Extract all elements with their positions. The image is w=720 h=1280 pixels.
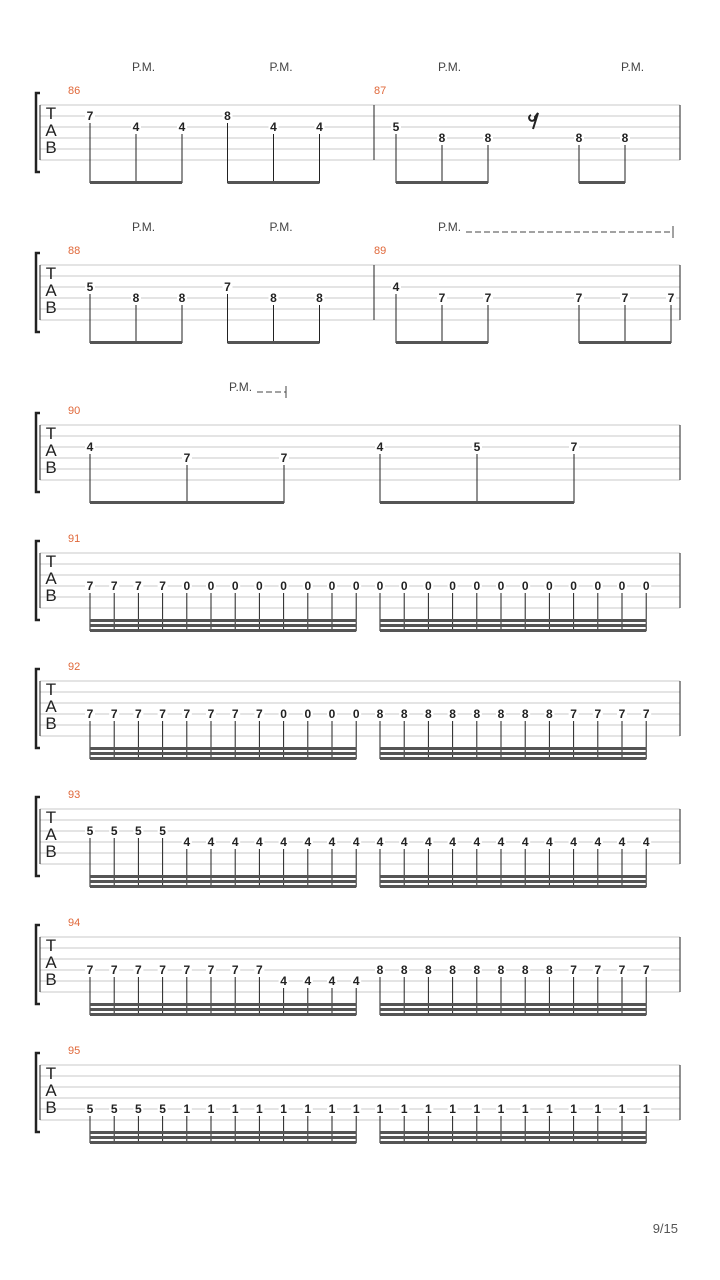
- fret-number: 4: [178, 120, 186, 134]
- fret-number: 8: [132, 291, 140, 305]
- fret-number: 1: [618, 1102, 626, 1116]
- beam: [90, 875, 356, 878]
- fret-number: 5: [110, 824, 118, 838]
- fret-number: 4: [497, 835, 505, 849]
- fret-number: 4: [376, 440, 384, 454]
- fret-number: 0: [183, 579, 191, 593]
- fret-number: 4: [521, 835, 529, 849]
- fret-number: 7: [183, 451, 191, 465]
- fret-number: 0: [521, 579, 529, 593]
- fret-number: 7: [667, 291, 675, 305]
- tab-clef-letter: T: [45, 1064, 57, 1083]
- tab-clef-letter: T: [45, 808, 57, 827]
- system-bracket: [36, 797, 40, 876]
- fret-number: 7: [438, 291, 446, 305]
- tab-clef-letter: A: [45, 569, 57, 588]
- fret-number: 1: [497, 1102, 505, 1116]
- fret-number: 8: [425, 707, 432, 721]
- fret-number: 0: [328, 579, 336, 593]
- fret-number: 1: [570, 1102, 577, 1116]
- fret-number: 4: [425, 835, 432, 849]
- system-bracket: [36, 1053, 40, 1132]
- tab-clef-letter: A: [45, 953, 57, 972]
- fret-number: 5: [86, 1102, 94, 1116]
- fret-number: 1: [425, 1102, 432, 1116]
- fret-number: 7: [484, 291, 492, 305]
- fret-number: 4: [546, 835, 553, 849]
- beam: [380, 501, 574, 504]
- fret-number: 8: [376, 963, 384, 977]
- fret-number: 7: [135, 579, 142, 593]
- fret-number: 7: [621, 291, 629, 305]
- fret-number: 7: [256, 707, 263, 721]
- fret-number: 4: [207, 835, 215, 849]
- palm-mute-label: P.M.: [438, 220, 462, 234]
- fret-number: 7: [618, 707, 626, 721]
- tab-clef-letter: B: [45, 970, 57, 989]
- fret-number: 0: [304, 707, 312, 721]
- tab-clef-letter: T: [45, 264, 57, 283]
- fret-number: 7: [110, 963, 118, 977]
- fret-number: 4: [256, 835, 263, 849]
- fret-number: 7: [86, 579, 94, 593]
- fret-number: 7: [231, 963, 239, 977]
- beam: [90, 1131, 356, 1134]
- fret-number: 4: [642, 835, 650, 849]
- palm-mute-label: P.M.: [269, 220, 293, 234]
- fret-number: 4: [183, 835, 191, 849]
- fret-number: 8: [449, 707, 456, 721]
- beam: [90, 1013, 356, 1016]
- fret-number: 7: [570, 707, 577, 721]
- fret-number: 4: [352, 835, 360, 849]
- fret-number: 0: [207, 579, 215, 593]
- beam: [380, 624, 646, 627]
- tab-clef-letter: B: [45, 842, 57, 861]
- fret-number: 1: [280, 1102, 287, 1116]
- fret-number: 0: [280, 707, 287, 721]
- fret-number: 4: [316, 120, 323, 134]
- fret-number: 0: [231, 579, 239, 593]
- fret-number: 7: [159, 963, 166, 977]
- tab-clef-letter: B: [45, 138, 57, 157]
- palm-mute-label: P.M.: [438, 60, 462, 74]
- beam: [90, 181, 182, 184]
- fret-number: 8: [473, 707, 481, 721]
- beam: [90, 629, 356, 632]
- beam: [579, 181, 625, 184]
- fret-number: 8: [621, 131, 629, 145]
- fret-number: 7: [110, 707, 118, 721]
- fret-number: 0: [304, 579, 312, 593]
- system-bracket: [36, 413, 40, 492]
- fret-number: 7: [575, 291, 583, 305]
- fret-number: 8: [449, 963, 456, 977]
- tab-clef-letter: A: [45, 1081, 57, 1100]
- fret-number: 4: [304, 835, 312, 849]
- beam: [380, 885, 646, 888]
- beam: [228, 341, 320, 344]
- tab-clef-letter: A: [45, 441, 57, 460]
- fret-number: 0: [376, 579, 384, 593]
- fret-number: 4: [328, 835, 336, 849]
- fret-number: 4: [280, 974, 287, 988]
- fret-number: 1: [376, 1102, 384, 1116]
- fret-number: 5: [392, 120, 400, 134]
- beam: [90, 1141, 356, 1144]
- fret-number: 5: [135, 1102, 142, 1116]
- fret-number: 7: [207, 707, 215, 721]
- fret-number: 7: [570, 963, 577, 977]
- beam: [90, 619, 356, 622]
- fret-number: 1: [473, 1102, 481, 1116]
- fret-number: 0: [594, 579, 602, 593]
- fret-number: 1: [183, 1102, 191, 1116]
- fret-number: 7: [159, 707, 166, 721]
- measure-number: 89: [374, 245, 387, 257]
- tab-clef-letter: A: [45, 121, 57, 140]
- tab-clef-letter: T: [45, 424, 57, 443]
- fret-number: 4: [270, 120, 277, 134]
- fret-number: 7: [183, 707, 191, 721]
- fret-number: 5: [86, 824, 94, 838]
- tab-clef-letter: T: [45, 680, 57, 699]
- fret-number: 7: [594, 963, 602, 977]
- fret-number: 1: [304, 1102, 312, 1116]
- fret-number: 0: [546, 579, 553, 593]
- measure-number: 87: [374, 85, 387, 97]
- beam: [380, 619, 646, 622]
- beam: [380, 747, 646, 750]
- tab-clef-letter: B: [45, 714, 57, 733]
- palm-mute-label: P.M.: [229, 380, 253, 394]
- beam: [579, 341, 671, 344]
- fret-number: 0: [618, 579, 626, 593]
- fret-number: 0: [256, 579, 263, 593]
- fret-number: 8: [546, 707, 553, 721]
- beam: [380, 1131, 646, 1134]
- beam: [380, 757, 646, 760]
- beam: [90, 1136, 356, 1139]
- fret-number: 4: [392, 280, 400, 294]
- system-bracket: [36, 93, 40, 172]
- measure-number: 95: [68, 1045, 81, 1057]
- beam: [380, 629, 646, 632]
- fret-number: 7: [231, 707, 239, 721]
- fret-number: 4: [132, 120, 140, 134]
- fret-number: 1: [328, 1102, 336, 1116]
- fret-number: 1: [400, 1102, 408, 1116]
- fret-number: 1: [521, 1102, 529, 1116]
- fret-number: 5: [86, 280, 94, 294]
- fret-number: 0: [473, 579, 481, 593]
- system-bracket: [36, 253, 40, 332]
- fret-number: 7: [224, 280, 231, 294]
- beam: [90, 757, 356, 760]
- fret-number: 8: [484, 131, 492, 145]
- beam: [228, 181, 320, 184]
- fret-number: 8: [473, 963, 481, 977]
- beam: [380, 875, 646, 878]
- fret-number: 7: [86, 109, 94, 123]
- fret-number: 8: [270, 291, 277, 305]
- fret-number: 8: [400, 963, 408, 977]
- palm-mute-label: P.M.: [132, 60, 156, 74]
- fret-number: 8: [376, 707, 384, 721]
- fret-number: 7: [642, 963, 650, 977]
- measure-number: 90: [68, 405, 81, 417]
- fret-number: 7: [642, 707, 650, 721]
- fret-number: 5: [110, 1102, 118, 1116]
- fret-number: 1: [594, 1102, 602, 1116]
- fret-number: 5: [159, 1102, 166, 1116]
- beam: [90, 624, 356, 627]
- beam: [380, 880, 646, 883]
- beam: [380, 752, 646, 755]
- fret-number: 7: [183, 963, 191, 977]
- fret-number: 7: [110, 579, 118, 593]
- fret-number: 4: [449, 835, 456, 849]
- beam: [380, 1003, 646, 1006]
- tab-clef-letter: T: [45, 552, 57, 571]
- beam: [90, 1008, 356, 1011]
- beam: [90, 880, 356, 883]
- fret-number: 8: [316, 291, 323, 305]
- fret-number: 4: [231, 835, 239, 849]
- fret-number: 8: [521, 963, 529, 977]
- beam: [90, 341, 182, 344]
- tab-clef-letter: B: [45, 458, 57, 477]
- palm-mute-label: P.M.: [132, 220, 156, 234]
- fret-number: 7: [594, 707, 602, 721]
- fret-number: 0: [497, 579, 505, 593]
- measure-number: 92: [68, 661, 81, 673]
- fret-number: 8: [521, 707, 529, 721]
- fret-number: 0: [352, 579, 360, 593]
- fret-number: 7: [618, 963, 626, 977]
- fret-number: 5: [159, 824, 166, 838]
- measure-number: 94: [68, 917, 81, 929]
- beam: [90, 747, 356, 750]
- fret-number: 0: [642, 579, 650, 593]
- beam: [380, 1141, 646, 1144]
- fret-number: 4: [618, 835, 626, 849]
- fret-number: 8: [575, 131, 583, 145]
- fret-number: 4: [570, 835, 577, 849]
- fret-number: 7: [135, 707, 142, 721]
- measure-number: 93: [68, 789, 81, 801]
- fret-number: 4: [328, 974, 336, 988]
- beam: [90, 752, 356, 755]
- beam: [380, 1013, 646, 1016]
- fret-number: 8: [438, 131, 446, 145]
- fret-number: 8: [224, 109, 231, 123]
- fret-number: 8: [425, 963, 432, 977]
- fret-number: 0: [425, 579, 432, 593]
- fret-number: 7: [159, 579, 166, 593]
- tab-clef-letter: B: [45, 298, 57, 317]
- fret-number: 1: [231, 1102, 239, 1116]
- fret-number: 0: [352, 707, 360, 721]
- tab-clef-letter: B: [45, 586, 57, 605]
- tab-clef-letter: A: [45, 825, 57, 844]
- fret-number: 5: [473, 440, 481, 454]
- tab-clef-letter: A: [45, 281, 57, 300]
- fret-number: 4: [352, 974, 360, 988]
- fret-number: 0: [328, 707, 336, 721]
- tab-clef-letter: B: [45, 1098, 57, 1117]
- system-bracket: [36, 669, 40, 748]
- beam: [90, 501, 284, 504]
- fret-number: 1: [546, 1102, 553, 1116]
- tab-clef-letter: T: [45, 936, 57, 955]
- fret-number: 4: [376, 835, 384, 849]
- fret-number: 8: [546, 963, 553, 977]
- page-number: 9/15: [652, 1221, 678, 1236]
- fret-number: 7: [135, 963, 142, 977]
- fret-number: 5: [135, 824, 142, 838]
- measure-number: 88: [68, 245, 81, 257]
- fret-number: 0: [570, 579, 577, 593]
- fret-number: 1: [207, 1102, 215, 1116]
- fret-number: 1: [256, 1102, 263, 1116]
- fret-number: 7: [256, 963, 263, 977]
- beam: [380, 1008, 646, 1011]
- fret-number: 0: [400, 579, 408, 593]
- beam: [380, 1136, 646, 1139]
- beam: [90, 1003, 356, 1006]
- fret-number: 7: [86, 707, 94, 721]
- palm-mute-label: P.M.: [621, 60, 645, 74]
- fret-number: 8: [400, 707, 408, 721]
- fret-number: 1: [449, 1102, 456, 1116]
- fret-number: 8: [497, 707, 505, 721]
- beam: [396, 341, 488, 344]
- palm-mute-label: P.M.: [269, 60, 293, 74]
- fret-number: 7: [207, 963, 215, 977]
- fret-number: 4: [86, 440, 94, 454]
- fret-number: 8: [497, 963, 505, 977]
- beam: [396, 181, 488, 184]
- beam: [90, 885, 356, 888]
- system-bracket: [36, 925, 40, 1004]
- tab-clef-letter: A: [45, 697, 57, 716]
- fret-number: 0: [449, 579, 456, 593]
- system-bracket: [36, 541, 40, 620]
- fret-number: 4: [280, 835, 287, 849]
- measure-number: 91: [68, 533, 81, 545]
- fret-number: 0: [280, 579, 287, 593]
- fret-number: 7: [570, 440, 578, 454]
- fret-number: 7: [86, 963, 94, 977]
- fret-number: 7: [280, 451, 288, 465]
- fret-number: 4: [304, 974, 312, 988]
- measure-number: 86: [68, 85, 81, 97]
- fret-number: 8: [178, 291, 186, 305]
- fret-number: 1: [642, 1102, 650, 1116]
- fret-number: 4: [473, 835, 481, 849]
- fret-number: 1: [352, 1102, 360, 1116]
- tab-clef-letter: T: [45, 104, 57, 123]
- fret-number: 4: [594, 835, 602, 849]
- fret-number: 4: [400, 835, 408, 849]
